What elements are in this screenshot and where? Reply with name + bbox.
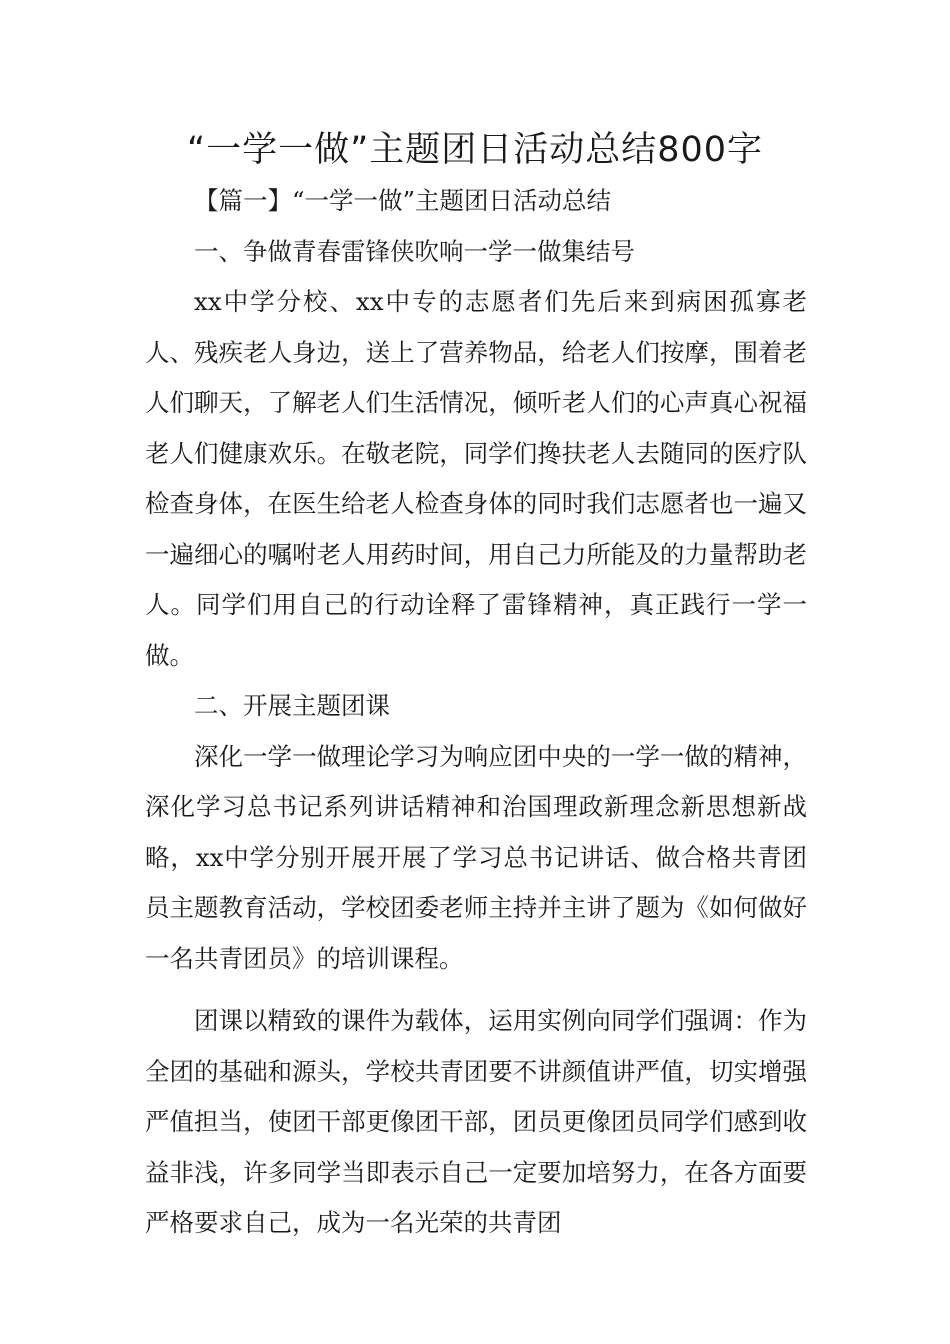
paragraph-3: 团课以精致的课件为载体，运用实例向同学们强调：作为全团的基础和源头，学校共青团要不讲颜值讲严值，切实增强严值担当，使团干部更像团干部，团员更像团员同学们感到收益非浅，许多同学当即表示自己一定要加培努力，在各方面要严格要求自己，成为一名光荣的共青团 xyxy=(145,1006,807,1237)
section-subtitle: 【篇一】“一学一做”主题团日活动总结 xyxy=(194,186,612,215)
document-body xyxy=(145,176,807,1249)
document-title: “一学一做”主题团日活动总结800字 xyxy=(186,130,764,170)
section-heading-2: 二、开展主题团课 xyxy=(194,691,390,720)
paragraph-1: xx中学分校、xx中专的志愿者们先后来到病困孤寡老人、残疾老人身边，送上了营养物品，给老人们按摩，围着老人们聊天，了解老人们生活情况，倾听老人们的心声真心祝福老人们健康欢乐。在敬老院，同学们搀扶老人去随同的医疗队检查身体，在医生给老人检查身体的同时我们志愿者也一遍又一遍细心的嘱咐老人用药时间，用自己力所能及的力量帮助老人。同学们用自己的行动诠释了雷锋精神，真正践行一学一做。 xyxy=(145,287,807,670)
section-heading-1: 一、争做青春雷锋侠吹响一学一做集结号 xyxy=(194,236,635,266)
paragraph-2: 深化一学一做理论学习为响应团中央的一学一做的精神，深化学习总书记系列讲话精神和治国理政新理念新思想新战略，xx中学分别开展开展了学习总书记讲话、做合格共青团员主题教育活动，学校团委老师主持并主讲了题为《如何做好一名共青团员》的培训课程。 xyxy=(145,741,807,973)
